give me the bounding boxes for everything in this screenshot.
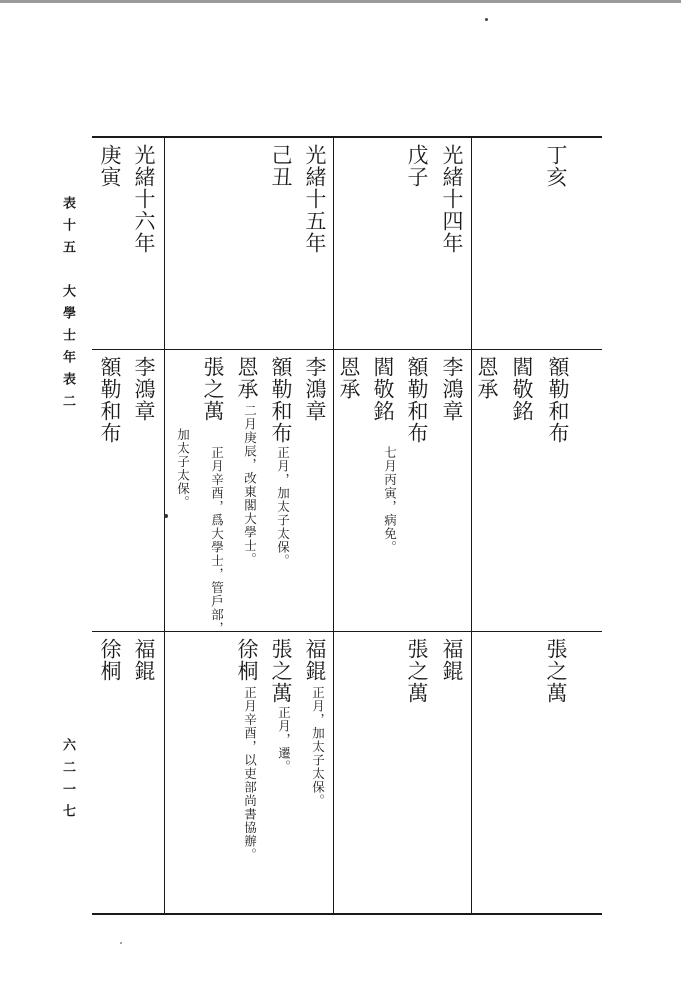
table-top-rule (92, 136, 602, 138)
grand-secretary-name: 李鴻章 (132, 356, 156, 422)
assistant-secretary-name: 福錕 (440, 638, 464, 682)
column-divider-3 (164, 137, 165, 914)
grand-secretary-name: 額勒和布 (98, 356, 122, 444)
scan-speck (164, 514, 168, 518)
grand-secretary-name: 張之萬 (201, 356, 225, 422)
grand-secretary-name: 恩承 (475, 356, 499, 400)
grand-secretary-note: 正月，加太子太保。 (275, 446, 291, 568)
grand-secretary-note: 二月庚辰，改東閣大學士。 (242, 404, 258, 566)
assistant-secretary-name: 張之萬 (269, 638, 293, 704)
grand-secretary-note-continued: 加太子太保。 (175, 428, 191, 509)
assistant-secretary-name: 張之萬 (544, 638, 568, 704)
grand-secretary-name: 恩承 (337, 356, 361, 400)
ganzhi-label: 戊子 (405, 144, 429, 188)
year-label: 光緒十四年 (440, 144, 464, 254)
year-label: 光緒十六年 (132, 144, 156, 254)
grand-secretary-name: 額勒和布 (546, 356, 570, 444)
grand-secretary-name: 閻敬銘 (510, 356, 534, 422)
year-label: 光緒十五年 (303, 144, 327, 254)
scan-speck (485, 18, 488, 21)
running-table-title: 表十五 大學士年表二 (60, 196, 75, 416)
table-row-divider-1 (92, 349, 602, 350)
grand-secretary-name: 額勒和布 (405, 356, 429, 444)
assistant-secretary-name: 張之萬 (405, 638, 429, 704)
scan-top-edge (0, 0, 681, 3)
assistant-secretary-name: 福錕 (303, 638, 327, 682)
table-row-divider-2 (92, 631, 602, 632)
column-divider-1 (471, 137, 472, 914)
ganzhi-label: 丁亥 (544, 144, 568, 188)
grand-secretary-name: 李鴻章 (440, 356, 464, 422)
table-bottom-rule (92, 913, 602, 915)
assistant-secretary-note: 正月，加太子太保。 (310, 686, 326, 808)
assistant-secretary-name: 徐桐 (98, 638, 122, 682)
grand-secretary-name: 李鴻章 (303, 356, 327, 422)
assistant-secretary-note: 正月辛酉，以吏部尚書協辦。 (242, 686, 258, 862)
scan-speck (120, 942, 122, 944)
grand-secretary-name: 恩承 (235, 356, 259, 400)
page-number: 六二一七 (60, 738, 75, 826)
assistant-secretary-note: 正月，遷。 (276, 706, 292, 774)
ganzhi-label: 庚寅 (98, 144, 122, 188)
column-divider-2 (333, 137, 334, 914)
grand-secretary-name: 閻敬銘 (371, 356, 395, 422)
grand-secretary-note: 正月辛酉，爲大學士，管戶部， (209, 446, 225, 635)
ganzhi-label: 己丑 (269, 144, 293, 188)
grand-secretary-note: 七月丙寅，病免。 (382, 446, 398, 554)
assistant-secretary-name: 徐桐 (235, 638, 259, 682)
assistant-secretary-name: 福錕 (132, 638, 156, 682)
grand-secretary-name: 額勒和布 (269, 356, 293, 444)
